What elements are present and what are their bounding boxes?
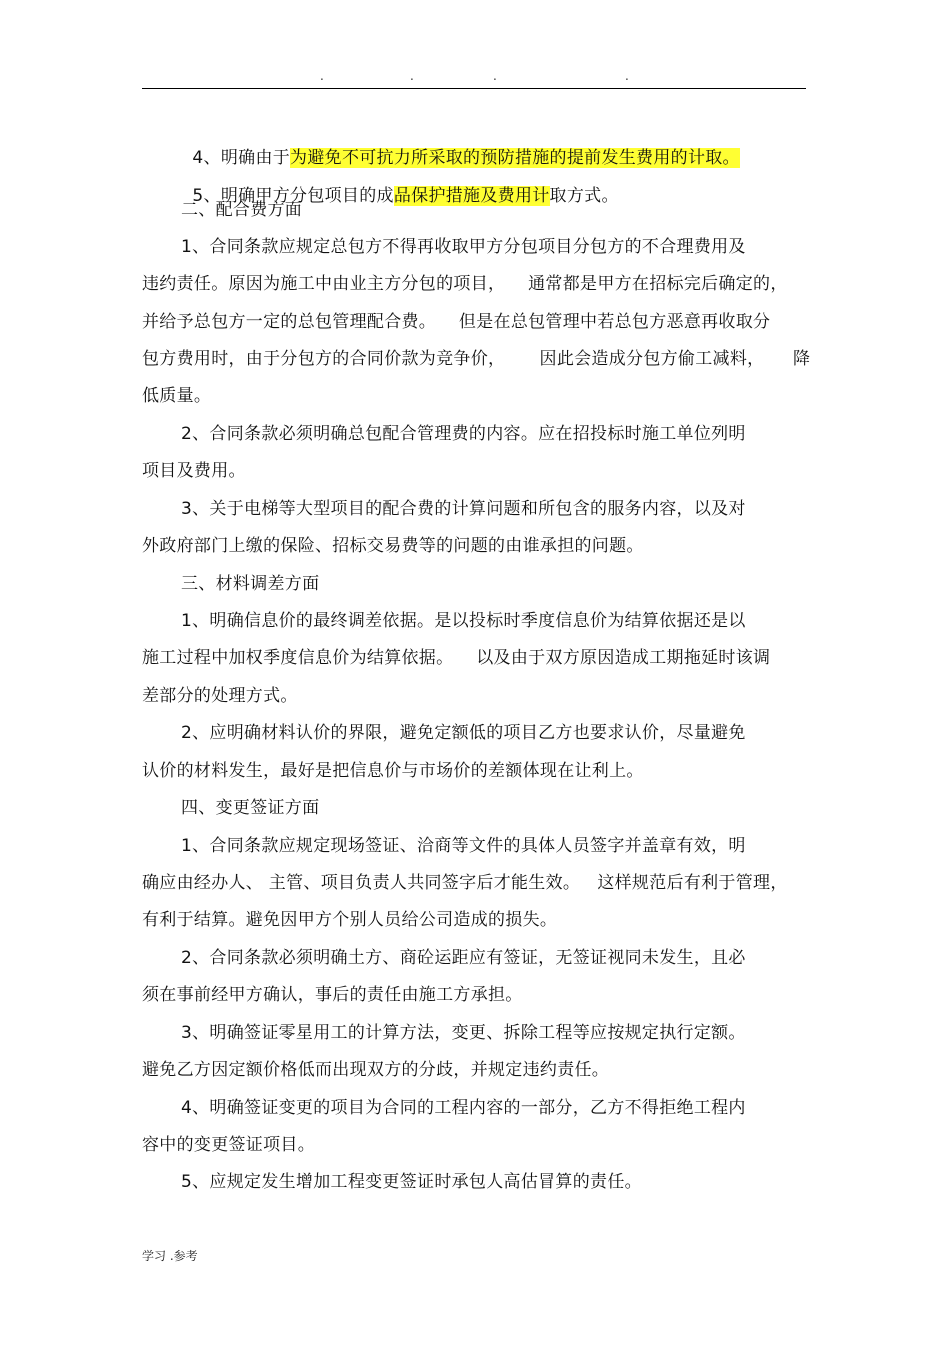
line-text: 4、明确由于 — [192, 148, 291, 168]
body-line: 低质量。 — [142, 386, 212, 406]
section-heading: 三、材料调差方面 — [181, 574, 320, 594]
body-line: 并给予总包方一定的总包管理配合费。 但是在总包管理中若总包方恶意再收取分 — [142, 312, 771, 332]
body-line: 1、明确信息价的最终调差依据。是以投标时季度信息价为结算依据还是以 — [181, 611, 746, 631]
section-heading: 四、变更签证方面 — [181, 798, 320, 818]
header-rule — [142, 88, 806, 89]
body-line: 2、应明确材料认价的界限，避免定额低的项目乙方也要求认价，尽量避免 — [181, 723, 746, 743]
body-line: 外政府部门上缴的保险、招标交易费等的问题的由谁承担的问题。 — [142, 536, 644, 556]
body-line: 有利于结算。避免因甲方个别人员给公司造成的损失。 — [142, 910, 558, 930]
header-dot: . — [493, 69, 497, 83]
body-line: 2、合同条款必须明确土方、商砼运距应有签证，无签证视同未发生，且必 — [181, 948, 746, 968]
header-dot: . — [410, 69, 414, 83]
body-line: 3、关于电梯等大型项目的配合费的计算问题和所包含的服务内容，以及对 — [181, 499, 746, 519]
highlighted-text: 品保护措施及费用计 — [393, 186, 550, 206]
body-line: 认价的材料发生，最好是把信息价与市场价的差额体现在让利上。 — [142, 761, 644, 781]
body-line: 3、明确签证零星用工的计算方法，变更、拆除工程等应按规定执行定额。 — [181, 1023, 746, 1043]
body-line: 1、合同条款应规定总包方不得再收取甲方分包项目分包方的不合理费用及 — [181, 237, 746, 257]
body-line: 4、明确签证变更的项目为合同的工程内容的一部分，乙方不得拒绝工程内 — [181, 1098, 746, 1118]
body-line: 须在事前经甲方确认，事后的责任由施工方承担。 — [142, 985, 523, 1005]
body-line: 5、应规定发生增加工程变更签证时承包人高估冒算的责任。 — [181, 1172, 642, 1192]
body-line: 差部分的处理方式。 — [142, 686, 298, 706]
body-line: 确应由经办人、 主管、项目负责人共同签字后才能生效。 这样规范后有利于管理， — [142, 873, 788, 893]
body-line: 项目及费用。 — [142, 461, 246, 481]
body-line: 施工过程中加权季度信息价为结算依据。 以及由于双方原因造成工期拖延时该调 — [142, 648, 771, 668]
body-line: 违约责任。原因为施工中由业主方分包的项目， 通常都是甲方在招标完后确定的， — [142, 274, 788, 294]
line-text: 5、明确甲方分包项目的成 — [192, 186, 394, 206]
body-line: 1、合同条款应规定现场签证、洽商等文件的具体人员签字并盖章有效，明 — [181, 836, 746, 856]
body-line: 包方费用时，由于分包方的合同价款为竞争价， 因此会造成分包方偷工减料， 降 — [142, 349, 811, 369]
header-dot: . — [320, 69, 324, 83]
highlighted-text: 为避免不可抗力所采取的预防措施的提前发生费用的计取。 — [290, 148, 740, 168]
header-dots — [0, 70, 950, 86]
page-footer: 学习 .参考 — [142, 1249, 198, 1263]
body-line: 避免乙方因定额价格低而出现双方的分歧，并规定违约责任。 — [142, 1060, 610, 1080]
header-dot: . — [625, 69, 629, 83]
section-heading: 二、配合费方面 — [181, 200, 303, 220]
body-line: 容中的变更签证项目。 — [142, 1135, 315, 1155]
body-line: 2、合同条款必须明确总包配合管理费的内容。应在招投标时施工单位列明 — [181, 424, 746, 444]
line-text: 取方式。 — [549, 186, 619, 206]
